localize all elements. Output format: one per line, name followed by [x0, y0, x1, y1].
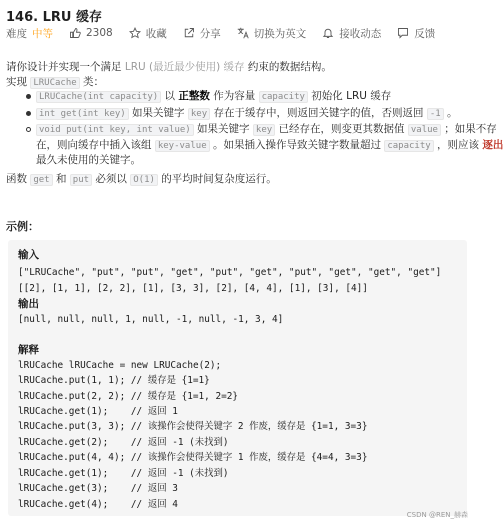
input-label: 输入 — [18, 249, 39, 261]
feedback-icon — [397, 27, 409, 39]
example-heading: 示例： — [6, 220, 39, 233]
explanation-line: lRUCache.get(1); // 返回 -1 (未找到) — [18, 468, 229, 479]
feedback-label: 反馈 — [414, 27, 436, 40]
inline-code: LRUCache(int capacity) — [36, 91, 161, 103]
inline-code: capacity — [384, 140, 433, 152]
switch-language-label: 切换为英文 — [253, 27, 307, 40]
inline-code: key — [253, 124, 275, 136]
inline-code: void put(int key, int value) — [36, 124, 194, 136]
notification-label: 接收动态 — [339, 27, 382, 40]
inline-code: LRUCache — [30, 77, 79, 89]
bullet-icon — [26, 111, 31, 116]
share-label: 分享 — [199, 27, 221, 40]
explanation-line: lRUCache.get(1); // 返回 1 — [18, 406, 178, 417]
explanation-line: lRUCache.put(2, 2); // 缓存是 {1=1, 2=2} — [18, 391, 239, 402]
output-value: [null, null, null, 1, null, -1, null, -1, 3, 4] — [18, 314, 284, 325]
translate-icon — [237, 27, 249, 39]
inline-code: O(1) — [130, 174, 158, 186]
description-bullet: LRUCache(int capacity) 以 正整数 作为容量 capacity 初始化 LRU 缓存 — [36, 89, 391, 104]
feedback-button[interactable] — [397, 26, 435, 41]
explanation-label: 解释 — [18, 344, 39, 356]
explanation-line: lRUCache.put(4, 4); // 该操作会使得关键字 1 作废，缓存是 {4=4, 3=3} — [18, 452, 368, 463]
explanation-line: lRUCache.put(3, 3); // 该操作会使得关键字 2 作废，缓存是 {1=1, 3=3} — [18, 421, 368, 432]
difficulty-badge: 中等 — [32, 27, 53, 40]
share-icon — [183, 27, 195, 39]
bell-icon — [322, 27, 334, 39]
inline-code: int get(int key) — [36, 108, 129, 120]
switch-language-button[interactable] — [237, 26, 307, 41]
description-bullet-continued: 在，则向缓存中插入该组 key-value 。如果插入操作导致关键字数量超过 capacity ，则应该 逐出 — [36, 139, 503, 151]
inline-code: key — [188, 108, 210, 120]
explanation-line: lRUCache.get(3); // 返回 3 — [18, 483, 178, 494]
description-line: 函数 get 和 put 必须以 O(1) 的平均时间复杂度运行。 — [6, 173, 277, 185]
favorite-label: 收藏 — [145, 27, 167, 40]
bullet-icon — [26, 94, 31, 99]
explanation-line: lRUCache.get(4); // 返回 4 — [18, 499, 178, 510]
description-bullet-continued: 最久未使用的关键字。 — [36, 154, 141, 166]
example-code-block — [8, 240, 467, 516]
description-line: 实现 LRUCache 类： — [6, 76, 105, 88]
favorite-button[interactable] — [129, 26, 167, 41]
difficulty-label: 难度 — [6, 27, 27, 40]
problem-meta-bar — [6, 26, 435, 40]
like-count: 2308 — [86, 27, 113, 39]
inline-code: put — [70, 174, 92, 186]
explanation-line: lRUCache.put(1, 1); // 缓存是 {1=1} — [18, 375, 210, 386]
inline-code: key-value — [155, 140, 210, 152]
problem-title: 146. LRU 缓存 — [6, 10, 102, 25]
inline-code: -1 — [427, 108, 444, 120]
explanation-line: lRUCache lRUCache = new LRUCache(2); — [18, 360, 222, 371]
output-label: 输出 — [18, 298, 39, 310]
thumbs-up-icon — [69, 27, 81, 39]
watermark: CSDN @REN_赫森 — [406, 511, 468, 519]
description-bullet: void put(int key, int value) 如果关键字 key 已经存在，则变更其数据值 value ；如果不存 — [36, 122, 497, 137]
bullet-icon — [26, 127, 31, 132]
input-arguments: [[2], [1, 1], [2, 2], [1], [3, 3], [2], [4, 4], [1], [3], [4]] — [18, 283, 368, 294]
like-button[interactable] — [69, 27, 113, 39]
share-button[interactable] — [183, 26, 221, 41]
inline-code: get — [30, 174, 52, 186]
inline-code: capacity — [259, 91, 308, 103]
description-bullet: int get(int key) 如果关键字 key 存在于缓存中，则返回关键字的值，否则返回 -1 。 — [36, 106, 458, 121]
explanation-line: lRUCache.get(2); // 返回 -1 (未找到) — [18, 437, 229, 448]
lru-link[interactable]: LRU (最近最少使用) 缓存 — [124, 61, 245, 73]
notification-button[interactable] — [322, 26, 381, 41]
star-icon — [129, 27, 141, 39]
inline-code: value — [408, 124, 441, 136]
description-line: 请你设计并实现一个满足 LRU (最近最少使用) 缓存 约束的数据结构。 — [6, 61, 332, 73]
input-operations: ["LRUCache", "put", "put", "get", "put", "get", "put", "get", "get", "get"] — [18, 267, 442, 278]
